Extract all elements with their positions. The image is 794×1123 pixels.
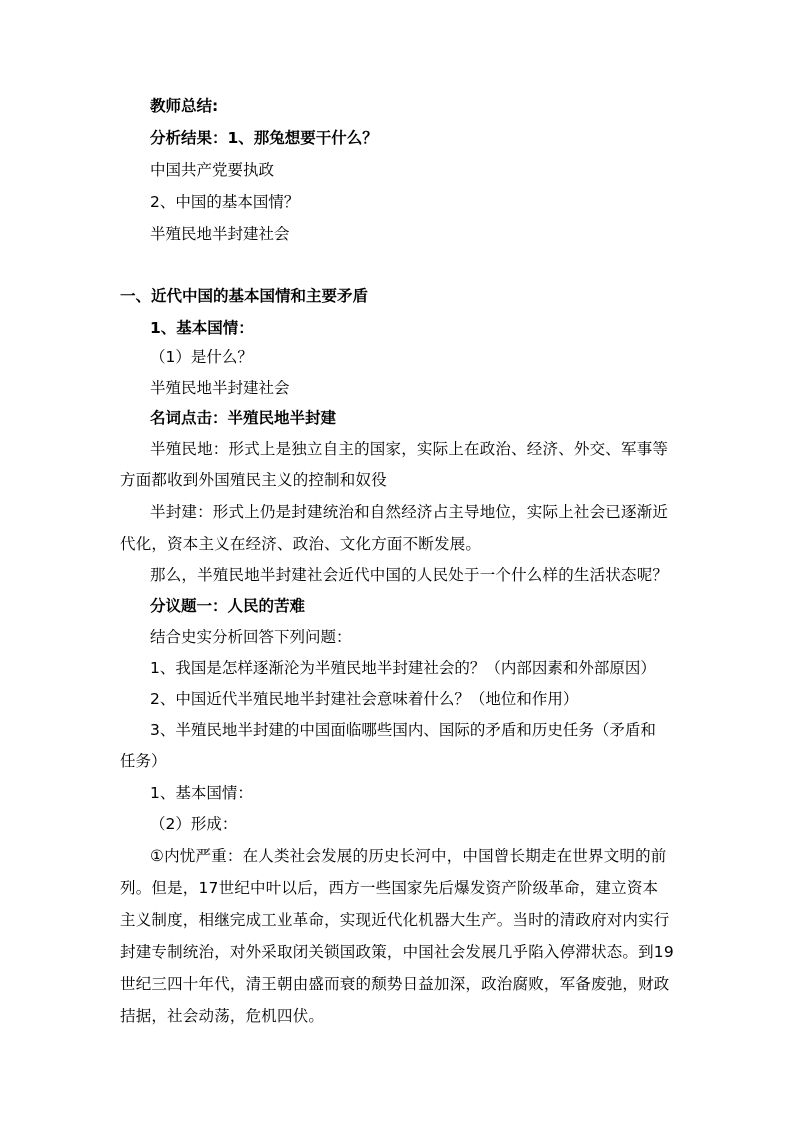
answer-1: 中国共产党要执政 (150, 161, 275, 179)
item-1-answer: 半殖民地半封建社会 (150, 379, 290, 397)
question-lead: 那么，半殖民地半封建社会近代中国的人民处于一个什么样的生活状态呢？ (150, 566, 669, 584)
analysis-result-line (150, 129, 680, 147)
section-subtitle: 1、基本国情： (150, 319, 254, 337)
list-item: 2、中国近代半殖民地半封建社会意味着什么？（地位和作用） (150, 690, 579, 708)
section-title: 一、近代中国的基本国情和主要矛盾 (120, 287, 369, 305)
paragraph-line: 列。但是，17世纪中叶以后，西方一些国家先后爆发资产阶级革命，建立资本 (120, 879, 659, 897)
item-2: （2）形成： (150, 815, 238, 833)
item-1: （1）是什么？ (150, 348, 253, 366)
list-item: 3、半殖民地半封建的中国面临哪些国内、国际的矛盾和历史任务（矛盾和 (150, 721, 656, 739)
term-label: 名词点击：半殖民地半封建 (150, 409, 337, 427)
paragraph-line: 主义制度，相继完成工业革命，实现近代化机器大生产。当时的清政府对内实行 (120, 911, 670, 929)
topic-title: 分议题一：人民的苦难 (150, 597, 306, 615)
list-item: 1、我国是怎样逐渐沦为半殖民地半封建社会的？（内部因素和外部原因） (150, 659, 656, 677)
subtitle-2: 1、基本国情： (150, 784, 253, 802)
teacher-summary-heading: 教师总结: (150, 97, 219, 115)
answer-2: 半殖民地半封建社会 (150, 225, 290, 243)
question-2: 2、中国的基本国情？ (150, 193, 300, 211)
question-1: 1、那兔想要干什么？ (227, 129, 378, 147)
analysis-label: 分析结果： (150, 129, 228, 147)
semi-colonial-line-1: 半殖民地：形式上是独立自主的国家，实际上在政治、经济、外交、军事等 (150, 440, 669, 458)
semi-colonial-line-2: 方面都收到外国殖民主义的控制和奴役 (120, 471, 387, 489)
semi-feudal-line-1: 半封建：形式上仍是封建统治和自然经济占主导地位，实际上社会已逐渐近 (150, 503, 669, 521)
paragraph-line: 拮据，社会动荡，危机四伏。 (120, 1007, 325, 1025)
paragraph-line: 世纪三四十年代，清王朝由盛而衰的颓势日益加深，政治腐败，军备废弛，财政 (120, 975, 670, 993)
paragraph-line: ①内忧严重：在人类社会发展的历史长河中，中国曾长期走在世界文明的前 (150, 847, 667, 865)
instruction: 结合史实分析回答下列问题： (150, 628, 352, 646)
list-item: 任务） (120, 752, 167, 770)
paragraph-line: 封建专制统治，对外采取闭关锁国政策，中国社会发展几乎陷入停滞状态。到19 (120, 943, 674, 961)
semi-feudal-line-2: 代化，资本主义在经济、政治、文化方面不断发展。 (120, 535, 482, 553)
